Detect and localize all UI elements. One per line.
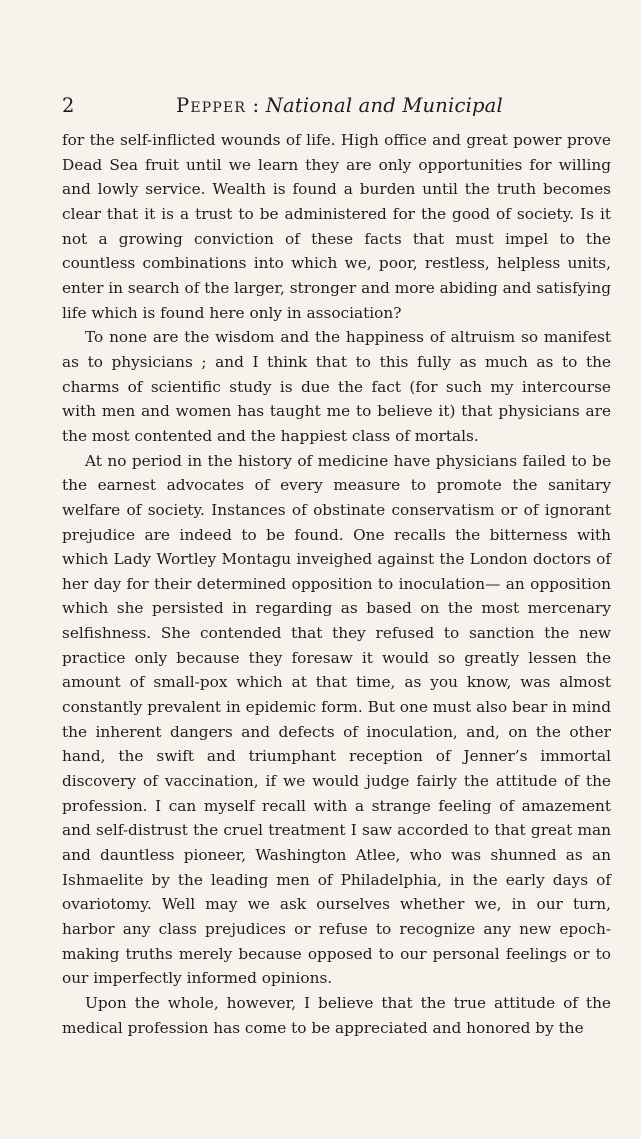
paragraph-profession-attitude: Upon the whole, however, I believe that the true attitude of the medical profession has come to be appreciated and honored by the xyxy=(62,993,611,1037)
running-title xyxy=(176,91,503,121)
running-head xyxy=(62,91,601,121)
author-name: Pepper xyxy=(176,94,247,117)
page-number: 2 xyxy=(62,94,75,117)
body-text xyxy=(62,128,611,1040)
paragraph-altruism: To none are the wisdom and the happiness of altruism so manifest as to physicians ; and I think that to this fully as much as to the charms of scientific study is due the fact (for such my intercourse with men and women has taught me to believe it) that physicians are the most contented and the happiest class of mortals. xyxy=(62,328,611,445)
paragraph-history-of-medicine: At no period in the history of medicine have physicians failed to be the earnest advocates of every measure to promote the sanitary welfare of society. Instances of obstinate conservatism or of ignorant prejudice are indeed to be found. One recalls the bitterness with which Lady Wortley Montagu inveighed against the London doctors of her day for their determined opposition to inoculation— an opposition which she persisted in regarding as based on the most mercenary selfishness. She contended that they refused to sanction the new practice only because they foresaw it would so greatly lessen the amount of small-pox which at that time, as you know, was almost constantly prevalent in epidemic form. But one must also bear in mind the inherent dangers and defects of inoculation, and, on the other hand, the swift and triumphant reception of Jenner’s immortal discovery of vaccination, if we would judge fairly the attitude of the profession. I can myself recall with a strange feeling of amazement and self-distrust the cruel treatment I saw accorded to that great man and dauntless pioneer, Washington Atlee, who was shunned as an Ishmaelite by the leading men of Philadelphia, in the early days of ovariotomy. Well may we ask ourselves whether we, in our turn, harbor any class prejudices or refuse to recognize any new epoch-making truths merely because opposed to our personal feelings or to our imperfectly informed opinions. xyxy=(62,451,611,988)
paragraph-continued: for the self-inflicted wounds of life. High office and great power prove Dead Sea fruit until we learn they are only opportunities for willing and lowly service. Wealth is found a burden until the truth becomes clear that it is a trust to be administered for the good of society. Is it not a growing conviction of these facts that must impel to the countless combinations into which we, poor, restless, helpless units, enter in search of the larger, stronger and more abiding and satisfying life which is found here only in association? xyxy=(62,131,611,322)
title-separator: : xyxy=(246,94,266,117)
book-title: National and Municipal xyxy=(265,94,503,117)
